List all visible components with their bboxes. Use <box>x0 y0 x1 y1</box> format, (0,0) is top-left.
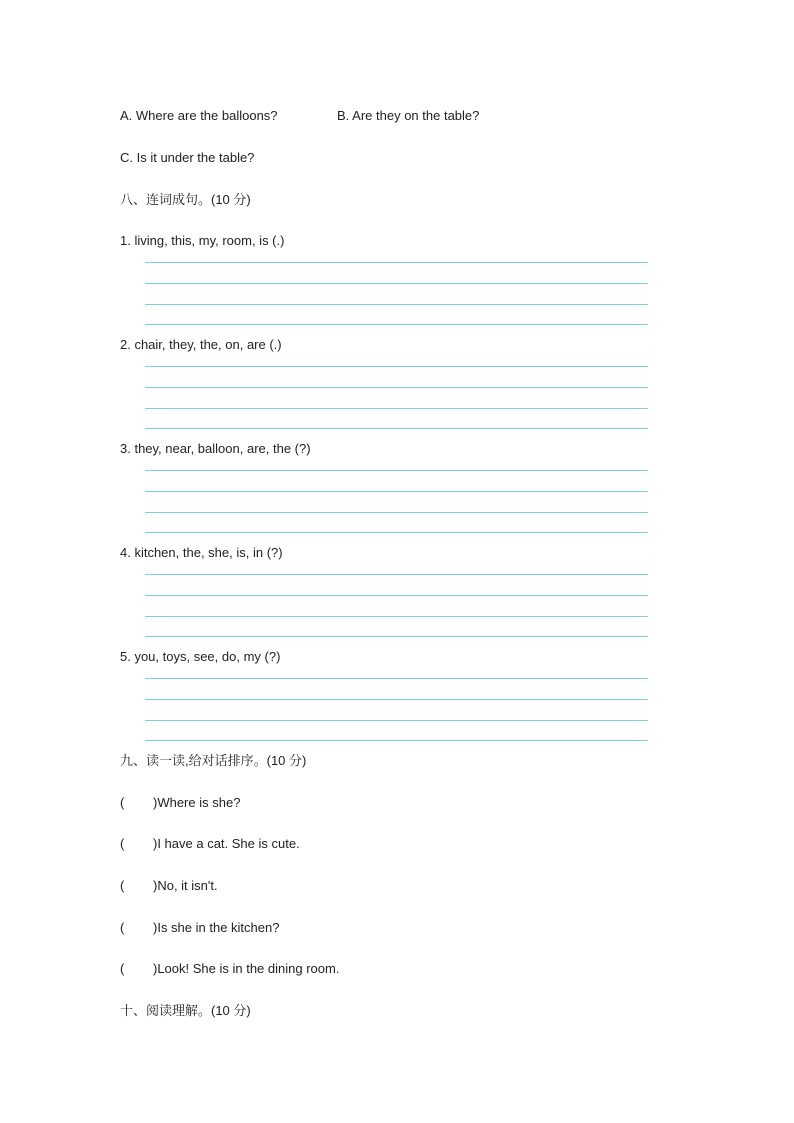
dialogue-item-5[interactable] <box>120 961 339 977</box>
writing-line <box>145 740 648 741</box>
dialogue-text: )Where is she? <box>153 795 241 810</box>
writing-line <box>145 408 648 409</box>
sentence-item-5: 5. you, toys, see, do, my (?) <box>120 649 281 664</box>
dialogue-text: )I have a cat. She is cute. <box>153 836 300 851</box>
answer-blank[interactable]: ( <box>120 878 125 893</box>
sentence-item-1: 1. living, this, my, room, is (.) <box>120 233 285 248</box>
dialogue-text: )No, it isn't. <box>153 878 218 893</box>
option-b: B. Are they on the table? <box>337 108 480 123</box>
dialogue-item-1[interactable] <box>120 795 240 811</box>
writing-line <box>145 428 648 429</box>
writing-line <box>145 532 648 533</box>
writing-line <box>145 636 648 637</box>
answer-blank[interactable]: ( <box>120 836 125 851</box>
writing-line <box>145 387 648 388</box>
writing-line <box>145 574 648 575</box>
writing-line <box>145 262 648 263</box>
writing-line <box>145 366 648 367</box>
writing-line <box>145 616 648 617</box>
section-10-heading: 十、阅读理解。(10 分) <box>120 1003 251 1018</box>
answer-blank[interactable]: ( <box>120 795 125 810</box>
option-c: C. Is it under the table? <box>120 150 255 165</box>
writing-line <box>145 470 648 471</box>
dialogue-item-2[interactable] <box>120 836 300 852</box>
section-9-heading: 九、读一读,给对话排序。(10 分) <box>120 753 307 768</box>
dialogue-text: )Is she in the kitchen? <box>153 920 280 935</box>
writing-line <box>145 283 648 284</box>
sentence-item-4: 4. kitchen, the, she, is, in (?) <box>120 545 283 560</box>
dialogue-item-3[interactable] <box>120 878 218 894</box>
writing-line <box>145 678 648 679</box>
dialogue-text: )Look! She is in the dining room. <box>153 961 340 976</box>
writing-line <box>145 595 648 596</box>
sentence-item-3: 3. they, near, balloon, are, the (?) <box>120 441 311 456</box>
sentence-item-2: 2. chair, they, the, on, are (.) <box>120 337 282 352</box>
answer-blank[interactable]: ( <box>120 961 125 976</box>
writing-line <box>145 324 648 325</box>
writing-line <box>145 720 648 721</box>
writing-line <box>145 304 648 305</box>
answer-blank[interactable]: ( <box>120 920 125 935</box>
option-a: A. Where are the balloons? <box>120 108 278 123</box>
writing-line <box>145 699 648 700</box>
dialogue-item-4[interactable] <box>120 920 279 936</box>
writing-line <box>145 491 648 492</box>
section-8-heading: 八、连词成句。(10 分) <box>120 192 251 207</box>
writing-line <box>145 512 648 513</box>
